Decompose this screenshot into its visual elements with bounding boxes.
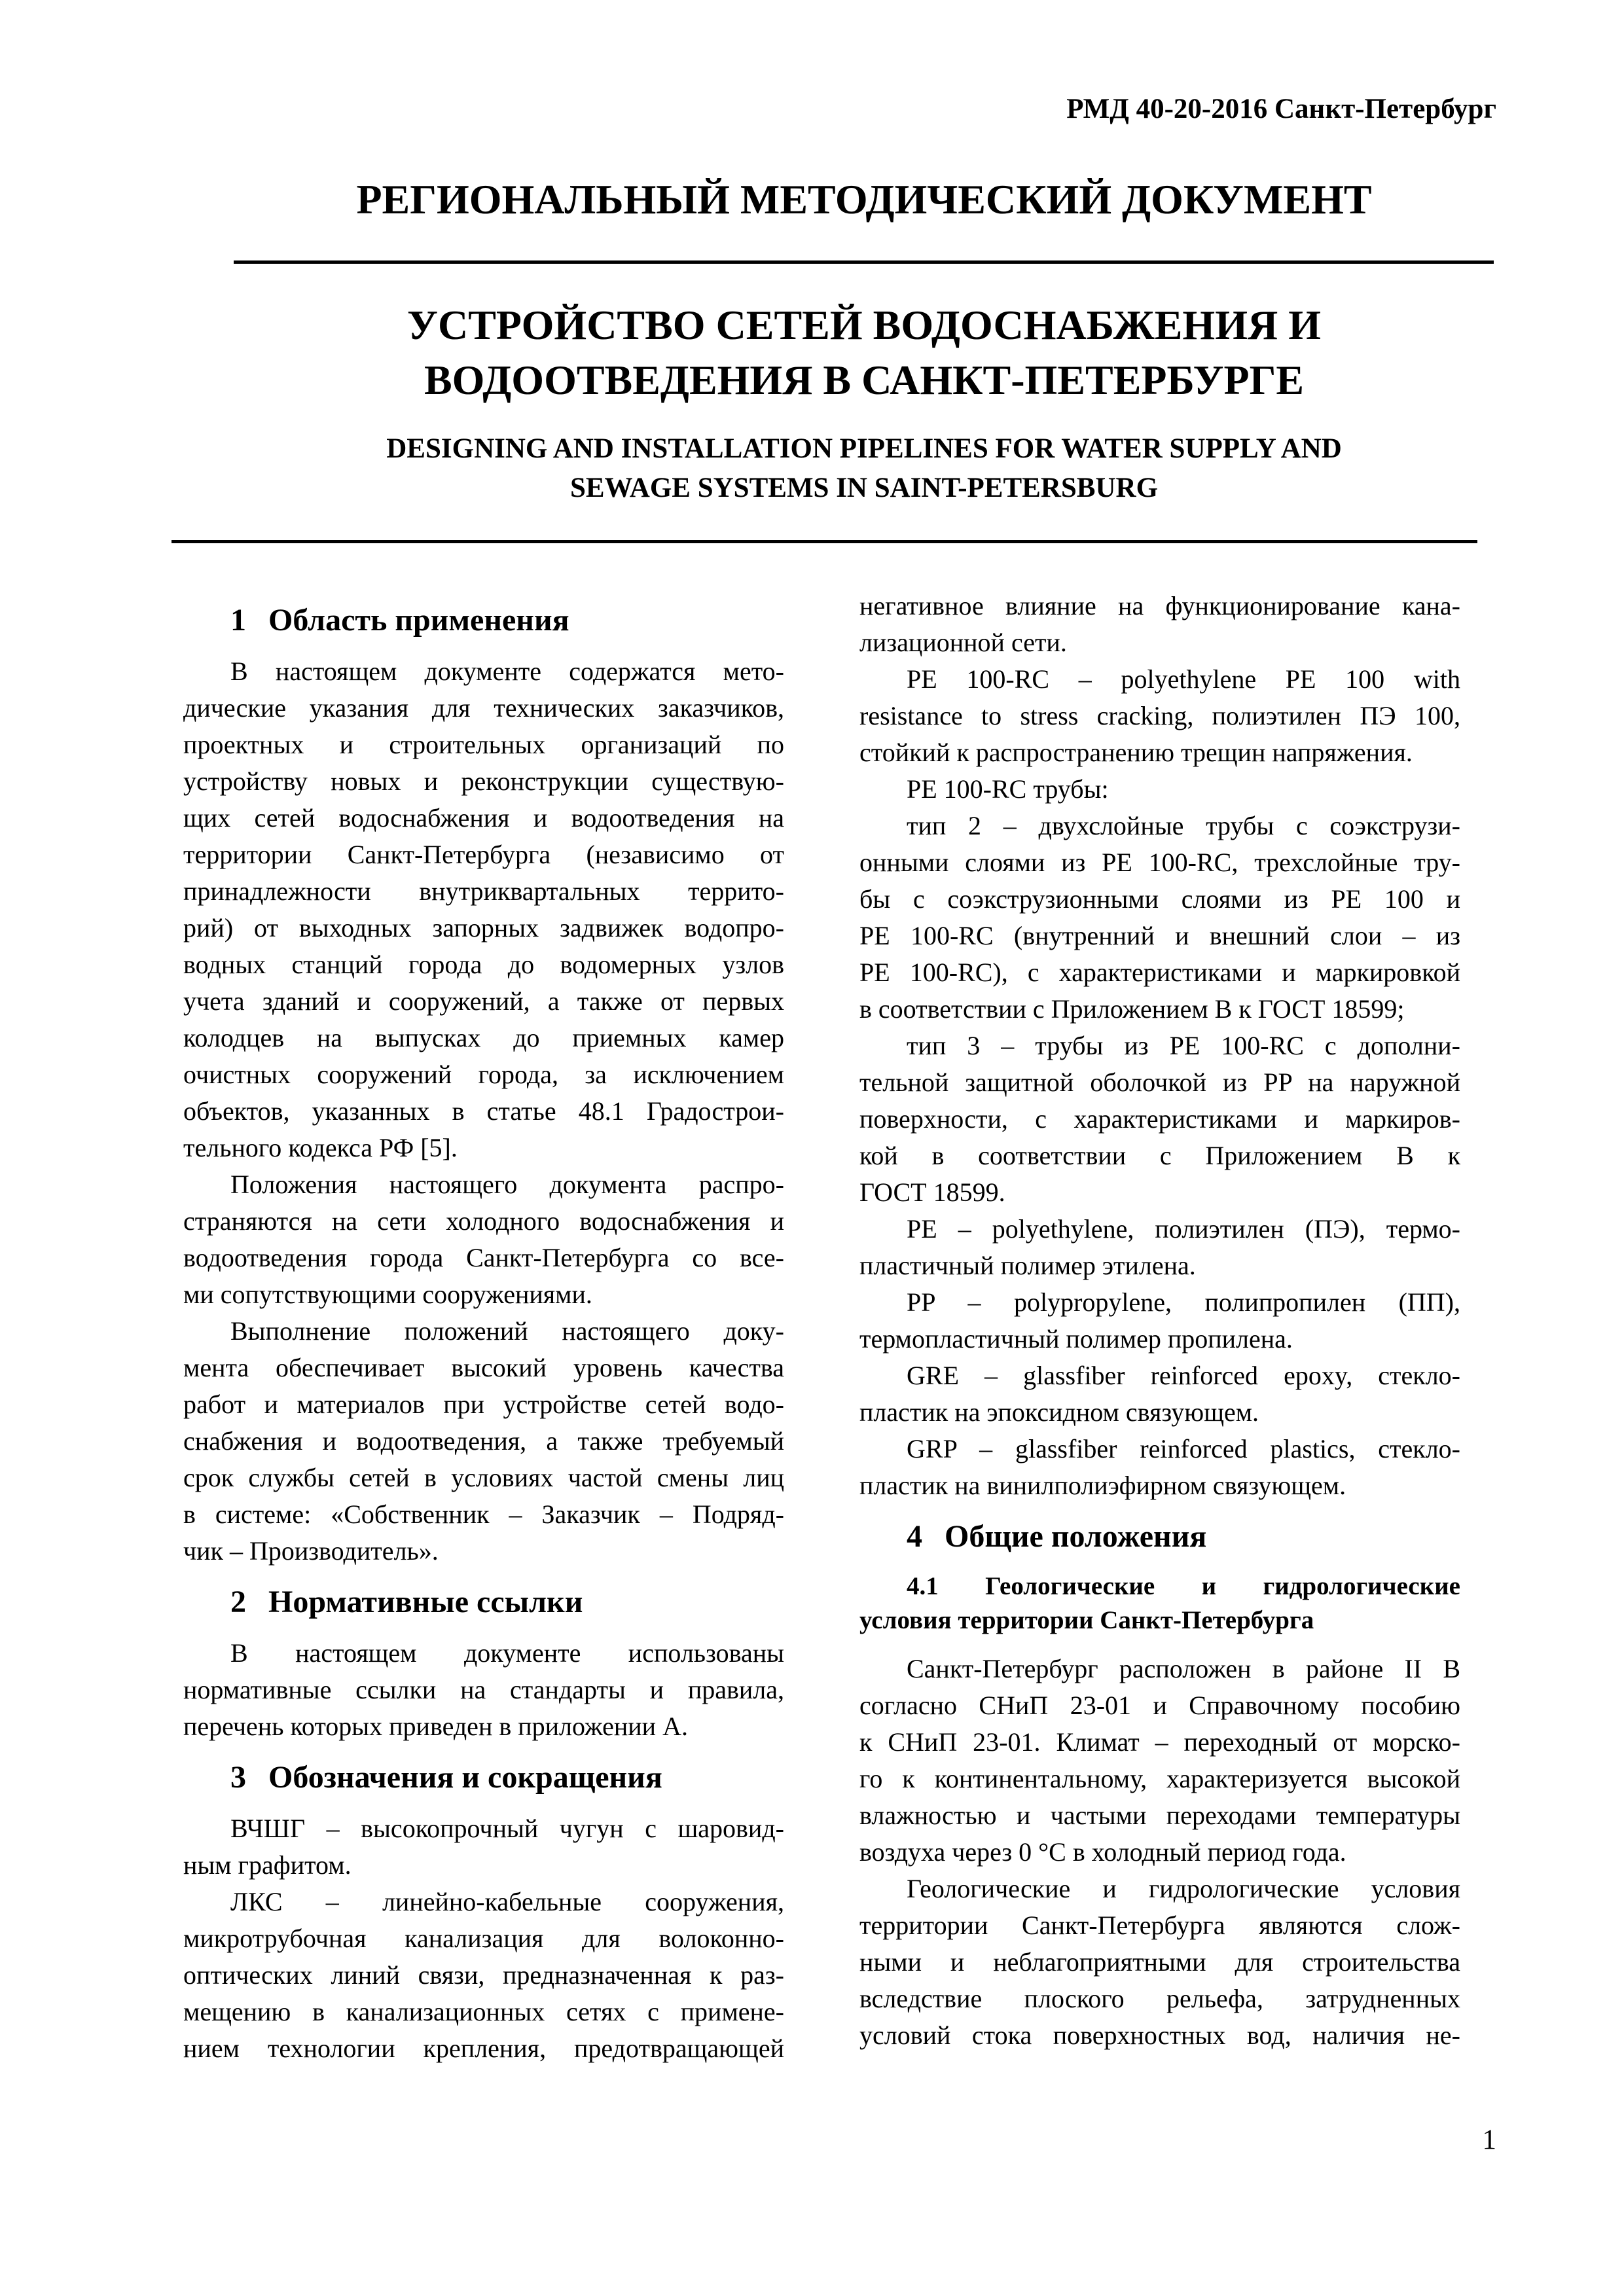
section-heading xyxy=(183,588,784,653)
paragraph xyxy=(183,1810,784,1884)
section-title: Общие положения xyxy=(945,1519,1207,1554)
text-line: водных станций города до водомерных узлов xyxy=(183,950,784,979)
text-line: resistance to stress cracking, полиэтилен ПЭ 100, xyxy=(859,701,1460,730)
definition-item xyxy=(859,1211,1460,1284)
text-line: Положения настоящего документа распро- xyxy=(230,1170,784,1199)
title-divider xyxy=(234,260,1494,264)
text-line: PP – polypropylene, полипропилен (ПП), xyxy=(907,1287,1460,1317)
text-line: тельной защитной оболочкой из PP на наружной xyxy=(859,1067,1460,1097)
definition-item xyxy=(859,661,1460,771)
text-line: щих сетей водоснабжения и водоотведения на xyxy=(183,803,784,833)
text-line: GRE – glassfiber reinforced epoxy, стекло- xyxy=(907,1361,1460,1390)
section-number: 4 xyxy=(907,1519,922,1554)
subsection-heading xyxy=(859,1570,1460,1638)
text-line: перечень которых приведен в приложении А. xyxy=(183,1712,688,1741)
subsection-title-line: 4.1 Геологические и гидрологические xyxy=(907,1572,1460,1600)
text-line: пластик на эпоксидном связующем. xyxy=(859,1397,1259,1427)
text-line: срок службы сетей в условиях частой смены лиц xyxy=(183,1463,784,1492)
text-line: колодцев на выпусках до приемных камер xyxy=(183,1023,784,1052)
text-line: влажностью и частыми переходами температуры xyxy=(859,1801,1460,1830)
section-title: Область применения xyxy=(268,603,569,637)
text-line: учета зданий и сооружений, а также от первых xyxy=(183,986,784,1016)
paragraph xyxy=(183,1635,784,1745)
text-line: лизационной сети. xyxy=(859,628,1067,657)
text-line: проектных и строительных организаций по xyxy=(183,730,784,759)
definition-item xyxy=(859,1357,1460,1431)
paragraph xyxy=(859,588,1460,661)
paragraph xyxy=(183,1313,784,1570)
text-line: ГОСТ 18599. xyxy=(859,1177,1005,1207)
document-code: РМД 40-20-2016 Санкт-Петербург xyxy=(1066,94,1496,124)
text-line: термопластичный полимер пропилена. xyxy=(859,1324,1293,1354)
text-line: онными слоями из PE 100-RC, трехслойные тру- xyxy=(859,848,1460,877)
section-title: Нормативные ссылки xyxy=(268,1585,583,1619)
section-number: 2 xyxy=(230,1585,246,1619)
text-line: очистных сооружений города, за исключением xyxy=(183,1060,784,1089)
definition-item xyxy=(859,1431,1460,1504)
text-line: нормативные ссылки на стандарты и правила, xyxy=(183,1675,784,1704)
text-line: объектов, указанных в статье 48.1 Градострои- xyxy=(183,1096,784,1126)
definition-item xyxy=(859,1028,1460,1211)
text-line: В настоящем документе содержатся мето- xyxy=(230,656,784,686)
text-line: PE 100-RC – polyethylene PE 100 with xyxy=(907,664,1460,694)
left-column xyxy=(183,588,784,2067)
text-line: пластик на винилполиэфирном связующем. xyxy=(859,1471,1346,1500)
text-line: PE 100-RC трубы: xyxy=(907,774,1109,804)
subtitle-line: ВОДООТВЕДЕНИЯ В САНКТ-ПЕТЕРБУРГЕ xyxy=(424,357,1305,403)
text-line: тип 2 – двухслойные трубы с соэкструзи- xyxy=(907,811,1460,840)
text-line: мента обеспечивает высокий уровень качества xyxy=(183,1353,784,1382)
text-line: ными и неблагоприятными для строительства xyxy=(859,1947,1460,1977)
text-line: пластичный полимер этилена. xyxy=(859,1251,1196,1280)
page-number: 1 xyxy=(1482,2125,1496,2155)
paragraph xyxy=(859,1651,1460,1871)
text-line: дические указания для технических заказчиков, xyxy=(183,693,784,723)
text-line: микротрубочная канализация для волоконно- xyxy=(183,1924,784,1953)
text-line: к СНиП 23-01. Климат – переходный от морско- xyxy=(859,1727,1460,1757)
text-line: оптических линий связи, предназначенная к раз- xyxy=(183,1960,784,1990)
text-line: территории Санкт-Петербурга (независимо от xyxy=(183,840,784,869)
paragraph xyxy=(183,653,784,1166)
text-line: вследствие плоского рельефа, затрудненных xyxy=(859,1984,1460,2013)
text-line: принадлежности внутриквартальных террито- xyxy=(183,876,784,906)
text-line: ным графитом. xyxy=(183,1850,352,1880)
paragraph xyxy=(183,1166,784,1313)
subsection-title-line: условия территории Санкт-Петербурга xyxy=(859,1606,1314,1634)
text-line: работ и материалов при устройстве сетей водо- xyxy=(183,1390,784,1419)
text-line: мещению в канализационных сетях с примене- xyxy=(183,1997,784,2026)
text-line: согласно СНиП 23-01 и Справочному пособию xyxy=(859,1691,1460,1720)
text-line: нием технологии крепления, предотвращающей xyxy=(183,2034,784,2063)
text-line: в системе: «Собственник – Заказчик – Подряд- xyxy=(183,1499,784,1529)
text-line: воздуха через 0 °С в холодный период года. xyxy=(859,1837,1346,1867)
text-line: PE 100-RC), с характеристиками и маркировкой xyxy=(859,958,1460,987)
document-subtitle xyxy=(0,298,1624,408)
definition-item xyxy=(859,1284,1460,1357)
english-title-line: DESIGNING AND INSTALLATION PIPELINES FOR WATER SUPPLY AND xyxy=(386,433,1342,464)
text-line: чик – Производитель». xyxy=(183,1536,439,1566)
text-line: в соответствии с Приложением В к ГОСТ 18599; xyxy=(859,994,1405,1024)
section-number: 1 xyxy=(230,603,246,637)
text-line: условий стока поверхностных вод, наличия не- xyxy=(859,2020,1460,2050)
paragraph xyxy=(859,1871,1460,2054)
text-line: GRP – glassfiber reinforced plastics, стекло- xyxy=(907,1434,1460,1463)
text-line: Выполнение положений настоящего доку- xyxy=(230,1316,784,1346)
text-line: устройству новых и реконструкции существую- xyxy=(183,766,784,796)
section-number: 3 xyxy=(230,1760,246,1795)
text-line: PE 100-RC (внутренний и внешний слои – из xyxy=(859,921,1460,950)
text-line: кой в соответствии с Приложением В к xyxy=(859,1141,1460,1170)
text-line: ВЧШГ – высокопрочный чугун с шаровид- xyxy=(230,1814,784,1843)
section-heading xyxy=(183,1570,784,1635)
text-line: Санкт-Петербург расположен в районе II В xyxy=(907,1654,1460,1683)
text-line: ЛКС – линейно-кабельные сооружения, xyxy=(230,1887,784,1916)
text-line: страняются на сети холодного водоснабжения и xyxy=(183,1206,784,1236)
right-column xyxy=(859,588,1460,2054)
subtitle-line: УСТРОЙСТВО СЕТЕЙ ВОДОСНАБЖЕНИЯ И xyxy=(407,302,1321,348)
header-divider xyxy=(171,540,1477,543)
text-line: ми сопутствующими сооружениями. xyxy=(183,1280,592,1309)
text-line: стойкий к распространению трещин напряжения. xyxy=(859,738,1413,767)
section-heading xyxy=(859,1504,1460,1570)
text-line: PE – polyethylene, полиэтилен (ПЭ), термо- xyxy=(907,1214,1460,1244)
paragraph xyxy=(183,1884,784,2067)
english-title xyxy=(0,429,1624,508)
section-title: Обозначения и сокращения xyxy=(268,1760,662,1795)
text-line: тельного кодекса РФ [5]. xyxy=(183,1133,458,1162)
text-line: В настоящем документе использованы xyxy=(230,1638,784,1668)
text-line: водоотведения города Санкт-Петербурга со все- xyxy=(183,1243,784,1272)
text-line: негативное влияние на функционирование кана- xyxy=(859,591,1460,620)
text-line: го к континентальному, характеризуется высокой xyxy=(859,1764,1460,1793)
section-heading xyxy=(183,1745,784,1810)
text-line: снабжения и водоотведения, а также требуемый xyxy=(183,1426,784,1456)
text-line: тип 3 – трубы из PE 100-RC с дополни- xyxy=(907,1031,1460,1060)
text-line: рий) от выходных запорных задвижек водопро- xyxy=(183,913,784,942)
text-line: поверхности, с характеристиками и маркиров- xyxy=(859,1104,1460,1134)
text-line: Геологические и гидрологические условия xyxy=(907,1874,1460,1903)
definition-item xyxy=(859,808,1460,1028)
document-title: РЕГИОНАЛЬНЫЙ МЕТОДИЧЕСКИЙ ДОКУМЕНТ xyxy=(356,176,1372,223)
text-line: территории Санкт-Петербурга являются слож- xyxy=(859,1910,1460,1940)
text-line: бы с соэкструзионными слоями из PE 100 и xyxy=(859,884,1460,914)
english-title-line: SEWAGE SYSTEMS IN SAINT-PETERSBURG xyxy=(569,473,1159,503)
definition-item xyxy=(859,771,1460,808)
